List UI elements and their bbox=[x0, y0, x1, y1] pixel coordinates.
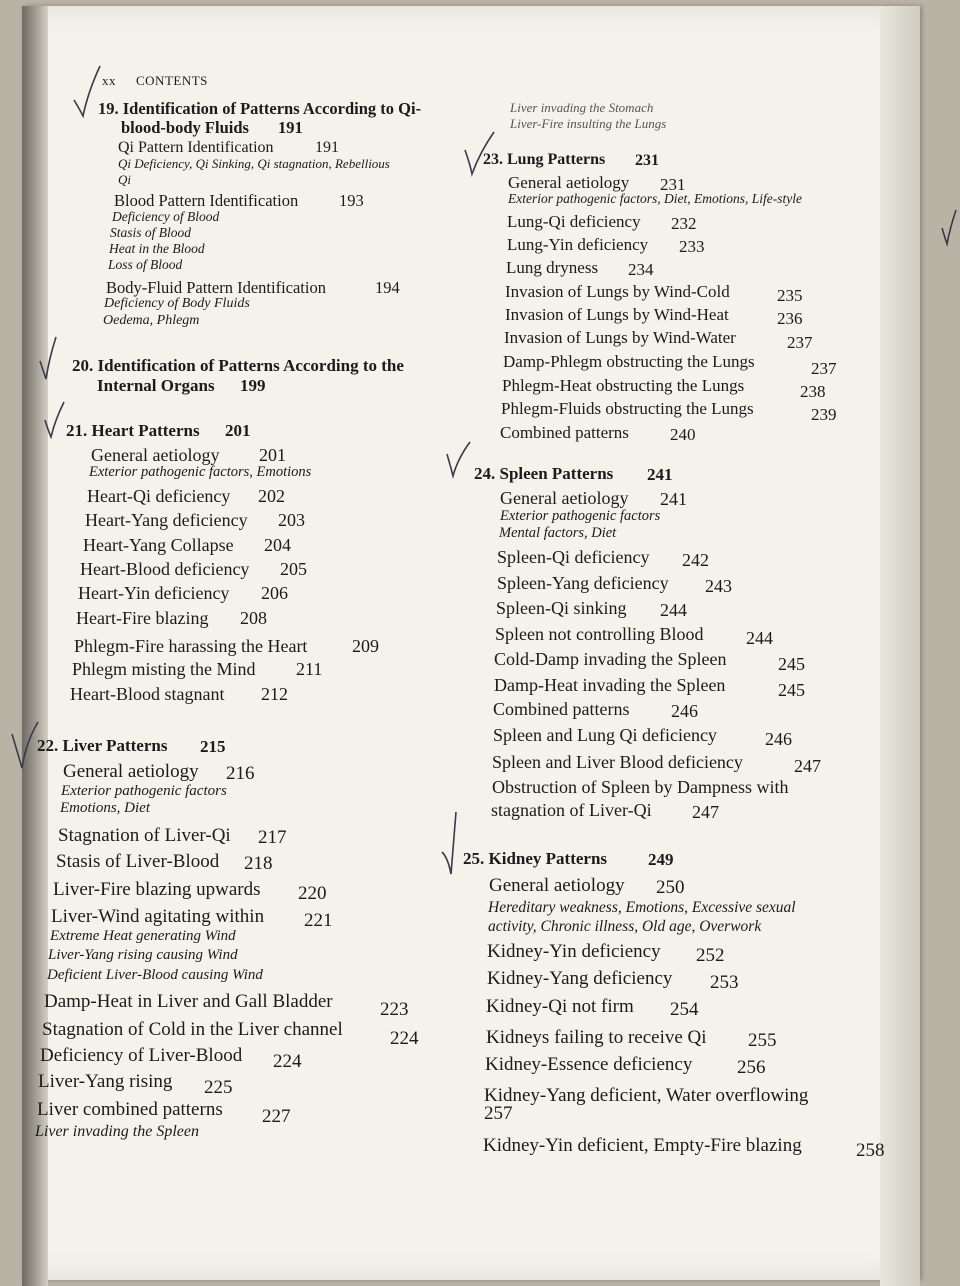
toc-page: 201 bbox=[259, 445, 286, 465]
page-number: xx bbox=[102, 73, 116, 88]
toc-page: 205 bbox=[280, 559, 307, 579]
toc-entry: Obstruction of Spleen by Dampness with bbox=[492, 777, 789, 797]
chapter-21-page: 201 bbox=[225, 421, 251, 440]
chapter-22-page: 215 bbox=[200, 737, 226, 756]
toc-entry: Invasion of Lungs by Wind-Cold bbox=[505, 282, 730, 301]
toc-page: 244 bbox=[746, 628, 773, 648]
chapter-23-title: 23. Lung Patterns bbox=[483, 151, 606, 168]
toc-page: 216 bbox=[226, 763, 255, 784]
toc-entry: Liver-Fire blazing upwards bbox=[53, 879, 261, 900]
toc-page: 227 bbox=[262, 1106, 291, 1127]
toc-page: 206 bbox=[261, 583, 288, 603]
toc-entry: Heart-Qi deficiency bbox=[87, 486, 231, 506]
toc-entry: Cold-Damp invading the Spleen bbox=[494, 649, 727, 669]
toc-page: 225 bbox=[204, 1077, 233, 1098]
toc-entry: Kidneys failing to receive Qi bbox=[486, 1027, 707, 1048]
toc-subentry: Qi bbox=[118, 172, 131, 187]
toc-page: 191 bbox=[315, 139, 339, 156]
toc-page: 247 bbox=[692, 802, 719, 822]
toc-page: 250 bbox=[656, 877, 685, 898]
toc-subentry: activity, Chronic illness, Old age, Overwork bbox=[488, 918, 762, 935]
toc-entry: General aetiology bbox=[489, 875, 625, 896]
toc-subentry: Exterior pathogenic factors bbox=[61, 783, 227, 799]
toc-page: 217 bbox=[258, 827, 287, 848]
toc-entry: Qi Pattern Identification bbox=[118, 139, 274, 156]
toc-subentry: Qi Deficiency, Qi Sinking, Qi stagnation, Rebellious bbox=[118, 156, 390, 171]
toc-entry: Heart-Blood deficiency bbox=[80, 559, 250, 579]
chapter-20-title-cont: Internal Organs bbox=[97, 376, 215, 395]
toc-page: 236 bbox=[777, 309, 803, 328]
toc-subentry: Oedema, Phlegm bbox=[103, 313, 200, 328]
toc-entry: Body-Fluid Pattern Identification bbox=[106, 278, 326, 297]
toc-subentry: Deficiency of Body Fluids bbox=[104, 296, 250, 311]
toc-page: 253 bbox=[710, 972, 739, 993]
toc-page: 257 bbox=[484, 1103, 513, 1124]
toc-subentry: Mental factors, Diet bbox=[499, 525, 617, 541]
toc-subentry: Loss of Blood bbox=[108, 257, 183, 272]
toc-page: 237 bbox=[787, 333, 813, 352]
toc-entry: Spleen not controlling Blood bbox=[495, 624, 704, 644]
toc-page: 245 bbox=[778, 654, 805, 674]
toc-entry: General aetiology bbox=[500, 488, 629, 508]
toc-entry: Stagnation of Cold in the Liver channel bbox=[42, 1019, 343, 1040]
toc-entry: Invasion of Lungs by Wind-Heat bbox=[505, 305, 729, 324]
toc-subentry: Deficient Liver-Blood causing Wind bbox=[47, 967, 263, 983]
toc-entry: Deficiency of Liver-Blood bbox=[40, 1045, 243, 1066]
pen-checkmark-icon bbox=[462, 130, 498, 178]
chapter-23-page: 231 bbox=[635, 152, 659, 169]
toc-page: 224 bbox=[390, 1028, 419, 1049]
toc-entry: Lung dryness bbox=[506, 258, 599, 277]
chapter-19-title-cont: blood-body Fluids bbox=[121, 118, 249, 137]
toc-subentry: Heat in the Blood bbox=[109, 241, 205, 256]
toc-entry: Kidney-Qi not firm bbox=[486, 996, 634, 1017]
pen-checkmark-icon bbox=[8, 718, 42, 772]
toc-entry: Kidney-Yin deficient, Empty-Fire blazing bbox=[483, 1135, 802, 1156]
toc-entry: General aetiology bbox=[63, 761, 199, 782]
toc-page: 254 bbox=[670, 999, 699, 1020]
toc-entry: General aetiology bbox=[91, 445, 220, 465]
pen-checkmark-icon bbox=[438, 808, 468, 880]
toc-entry: Stasis of Liver-Blood bbox=[56, 851, 220, 872]
toc-page: 238 bbox=[800, 382, 826, 401]
toc-subentry: Emotions, Diet bbox=[60, 800, 150, 816]
toc-entry: Phlegm misting the Mind bbox=[72, 659, 256, 679]
chapter-20-title: 20. Identification of Patterns According to the bbox=[72, 356, 404, 375]
toc-page: 242 bbox=[682, 550, 709, 570]
toc-page: 239 bbox=[811, 405, 837, 424]
toc-page: 208 bbox=[240, 608, 267, 628]
toc-page: 224 bbox=[273, 1051, 302, 1072]
toc-entry: Spleen-Qi sinking bbox=[496, 598, 627, 618]
pen-checkmark-icon bbox=[42, 400, 72, 442]
toc-page: 246 bbox=[671, 701, 698, 721]
chapter-19-page: 191 bbox=[278, 118, 303, 137]
toc-entry: Heart-Yang Collapse bbox=[83, 535, 234, 555]
chapter-19-title: 19. Identification of Patterns According to Qi- bbox=[98, 99, 422, 118]
toc-subentry: Liver-Yang rising causing Wind bbox=[48, 947, 238, 963]
toc-entry: Blood Pattern Identification bbox=[114, 191, 299, 210]
toc-page: 246 bbox=[765, 729, 792, 749]
toc-page: 233 bbox=[679, 237, 705, 256]
chapter-20-page: 199 bbox=[240, 376, 266, 395]
toc-page: 235 bbox=[777, 286, 803, 305]
toc-page: 256 bbox=[737, 1057, 766, 1078]
toc-entry: Heart-Yang deficiency bbox=[85, 510, 248, 530]
toc-page: 211 bbox=[296, 659, 323, 679]
toc-page: 255 bbox=[748, 1030, 777, 1051]
toc-entry: Heart-Blood stagnant bbox=[70, 684, 225, 704]
toc-page: 218 bbox=[244, 853, 273, 874]
toc-entry: Heart-Fire blazing bbox=[76, 608, 209, 628]
toc-subentry: Stasis of Blood bbox=[110, 225, 192, 240]
chapter-25-title: 25. Kidney Patterns bbox=[463, 849, 608, 868]
toc-entry: Stagnation of Liver-Qi bbox=[58, 825, 231, 846]
toc-subentry: Deficiency of Blood bbox=[112, 209, 220, 224]
pen-checkmark-icon bbox=[36, 335, 66, 385]
toc-subentry: Liver invading the Spleen bbox=[35, 1123, 199, 1140]
toc-page: 258 bbox=[856, 1140, 885, 1161]
toc-entry: Kidney-Yang deficiency bbox=[487, 968, 673, 989]
toc-page: 202 bbox=[258, 486, 285, 506]
toc-entry: Phlegm-Fluids obstructing the Lungs bbox=[501, 399, 754, 418]
toc-entry: Combined patterns bbox=[500, 423, 629, 442]
toc-entry: Kidney-Yin deficiency bbox=[487, 941, 661, 962]
toc-subentry: Exterior pathogenic factors, Emotions bbox=[89, 464, 312, 480]
toc-entry: Lung-Qi deficiency bbox=[507, 212, 641, 231]
toc-entry: Lung-Yin deficiency bbox=[507, 235, 649, 254]
toc-page: 240 bbox=[670, 425, 696, 444]
toc-page: 231 bbox=[660, 175, 686, 194]
toc-entry: Spleen-Qi deficiency bbox=[497, 547, 650, 567]
running-title: CONTENTS bbox=[136, 73, 208, 88]
pen-checkmark-icon bbox=[940, 208, 958, 248]
toc-page: 237 bbox=[811, 359, 837, 378]
toc-page: 193 bbox=[339, 191, 364, 210]
toc-entry: Spleen and Liver Blood deficiency bbox=[492, 752, 743, 772]
toc-entry: Liver-Yang rising bbox=[38, 1071, 173, 1092]
chapter-21-title: 21. Heart Patterns bbox=[66, 421, 200, 440]
toc-page: 244 bbox=[660, 600, 687, 620]
toc-page: 220 bbox=[298, 883, 327, 904]
toc-entry: Phlegm-Fire harassing the Heart bbox=[74, 636, 308, 656]
toc-subentry: Exterior pathogenic factors bbox=[500, 508, 661, 524]
toc-page: 221 bbox=[304, 910, 333, 931]
toc-entry: Damp-Heat in Liver and Gall Bladder bbox=[44, 991, 333, 1012]
toc-entry: Kidney-Essence deficiency bbox=[485, 1054, 693, 1075]
toc-page: 203 bbox=[278, 510, 305, 530]
chapter-24-title: 24. Spleen Patterns bbox=[474, 464, 614, 483]
pen-checkmark-icon bbox=[70, 62, 106, 122]
toc-subentry: Exterior pathogenic factors, Diet, Emotions, Life-style bbox=[508, 191, 802, 206]
toc-subentry: Hereditary weakness, Emotions, Excessive sexual bbox=[488, 899, 796, 916]
toc-page: 234 bbox=[628, 260, 654, 279]
toc-page: 209 bbox=[352, 636, 379, 656]
toc-page: 194 bbox=[375, 278, 400, 297]
toc-entry: Combined patterns bbox=[493, 699, 630, 719]
chapter-22-title: 22. Liver Patterns bbox=[37, 736, 168, 755]
toc-entry: Phlegm-Heat obstructing the Lungs bbox=[502, 376, 745, 395]
pen-checkmark-icon bbox=[444, 440, 476, 480]
toc-entry: Spleen and Lung Qi deficiency bbox=[493, 725, 717, 745]
toc-entry: Heart-Yin deficiency bbox=[78, 583, 230, 603]
toc-subentry: Liver-Fire insulting the Lungs bbox=[510, 116, 667, 131]
toc-page: 223 bbox=[380, 999, 409, 1020]
toc-entry: Liver combined patterns bbox=[37, 1099, 223, 1120]
toc-page: 241 bbox=[660, 489, 687, 509]
toc-entry: Damp-Phlegm obstructing the Lungs bbox=[503, 352, 755, 371]
toc-page: 212 bbox=[261, 684, 288, 704]
toc-page: 232 bbox=[671, 214, 697, 233]
toc-entry: Liver-Wind agitating within bbox=[51, 906, 265, 927]
toc-subentry: Liver invading the Stomach bbox=[510, 100, 654, 115]
toc-page: 243 bbox=[705, 576, 732, 596]
toc-page: 245 bbox=[778, 680, 805, 700]
toc-entry: Damp-Heat invading the Spleen bbox=[494, 675, 726, 695]
toc-entry: Spleen-Yang deficiency bbox=[497, 573, 669, 593]
toc-entry-cont: stagnation of Liver-Qi bbox=[491, 800, 652, 820]
toc-entry: Invasion of Lungs by Wind-Water bbox=[504, 328, 736, 347]
toc-entry: Kidney-Yang deficient, Water overflowing bbox=[484, 1085, 809, 1106]
toc-page: 252 bbox=[696, 945, 725, 966]
toc-subentry: Extreme Heat generating Wind bbox=[50, 928, 236, 944]
toc-page: 204 bbox=[264, 535, 291, 555]
chapter-24-page: 241 bbox=[647, 465, 673, 484]
toc-page: 247 bbox=[794, 756, 821, 776]
chapter-25-page: 249 bbox=[648, 850, 674, 869]
toc-entry: General aetiology bbox=[508, 173, 630, 192]
